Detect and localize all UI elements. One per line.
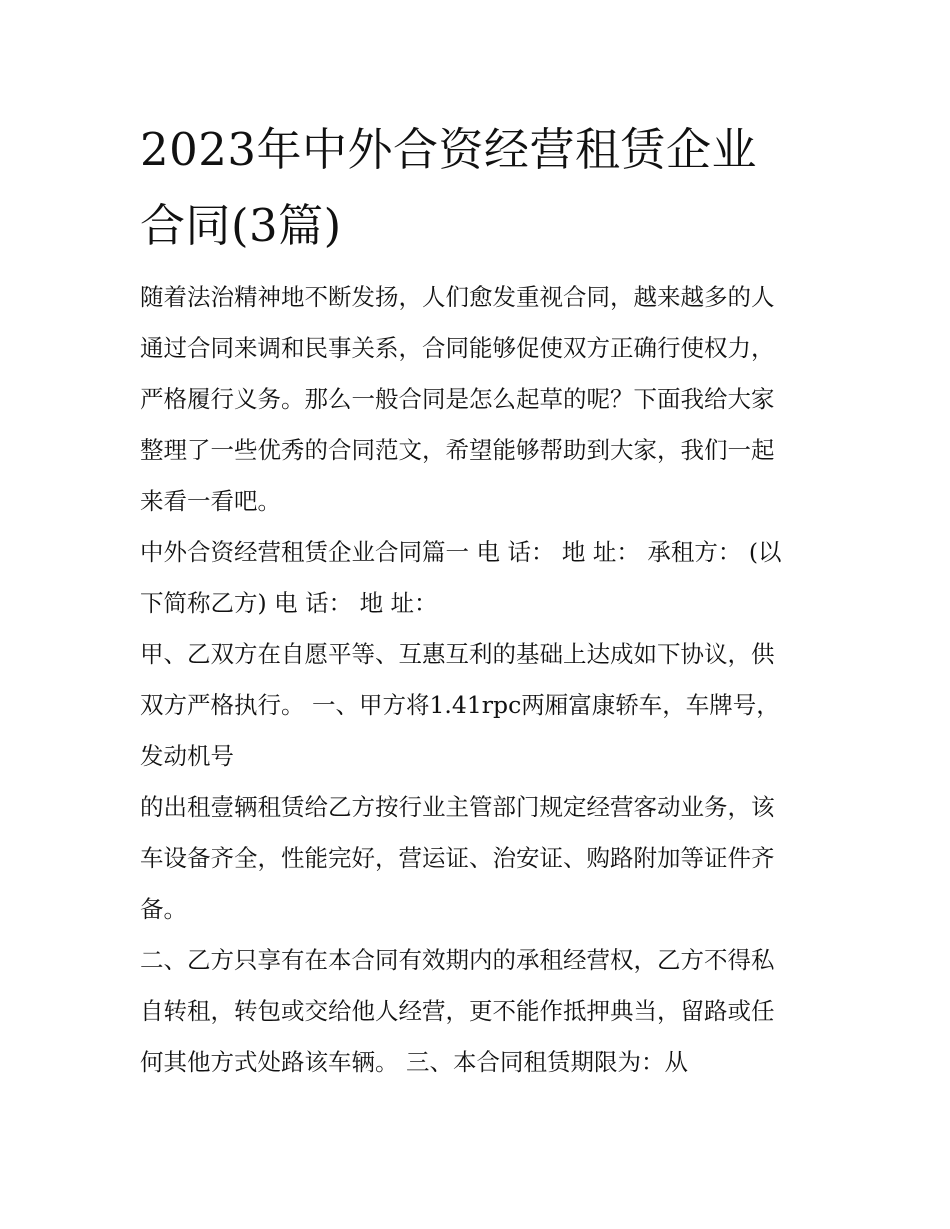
intro-paragraph [140, 272, 812, 527]
text-line: 通过合同来调和民事关系，合同能够促使双方正确行使权力， [140, 334, 775, 362]
text-line: 自转租，转包或交给他人经营，更不能作抵押典当，留路或任 [140, 997, 775, 1025]
text-line: 备。 [140, 895, 187, 923]
text-line: 严格履行义务。那么一般合同是怎么起草的呢？下面我给大家 [140, 385, 775, 413]
text-line: 发动机号 [140, 742, 234, 770]
text-line: 下简称乙方) 电 话： 地 址： [140, 589, 438, 617]
text-line: 何其他方式处路该车辆。 三、本合同租赁期限为：从 [140, 1048, 688, 1076]
text-line: 来看一看吧。 [140, 487, 281, 515]
text-line: 整理了一些优秀的合同范文，希望能够帮助到大家，我们一起 [140, 436, 775, 464]
text-line: 甲、乙双方在自愿平等、互惠互利的基础上达成如下协议，供 [140, 640, 775, 668]
text-line: 中外合资经营租赁企业合同篇一 电 话： 地 址： 承租方： (以 [140, 538, 782, 566]
title-line: 2023年中外合资经营租赁企业 [140, 123, 758, 176]
vehicle-paragraph [140, 782, 812, 935]
document-body [140, 112, 812, 1088]
title-line: 合同(3篇) [140, 199, 342, 252]
text-line: 的出租壹辆租赁给乙方按行业主管部门规定经营客动业务，该 [140, 793, 775, 821]
contract-header-paragraph [140, 527, 812, 629]
text-line: 双方严格执行。 一、甲方将1.41rpc两厢富康轿车，车牌号， [140, 691, 780, 719]
agreement-paragraph [140, 629, 812, 782]
text-line: 二、乙方只享有在本合同有效期内的承租经营权，乙方不得私 [140, 946, 775, 974]
text-line: 随着法治精神地不断发扬，人们愈发重视合同，越来越多的人 [140, 283, 775, 311]
document-title [140, 112, 812, 264]
clause-paragraph [140, 935, 812, 1088]
text-line: 车设备齐全，性能完好，营运证、治安证、购路附加等证件齐 [140, 844, 775, 872]
